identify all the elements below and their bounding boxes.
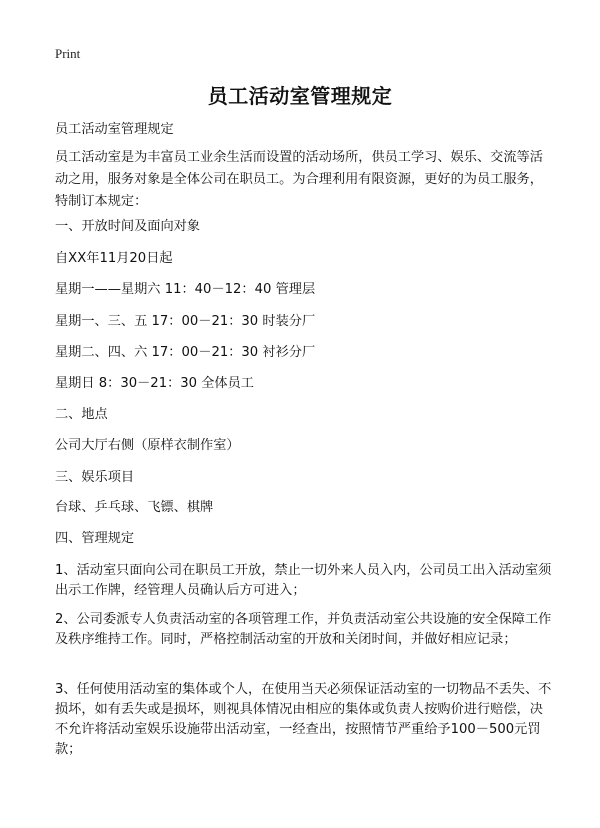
location-text: 公司大厅右侧（原样衣制作室）: [55, 438, 240, 453]
rule-item-3: 3、任何使用活动室的集体或个人，在使用当天必须保证活动室的一切物品不丢失、不损坏，如有丢失或是损坏，则视具体情况由相应的集体或负责人按购价进行赔偿，决不允许将活动室娱乐设施带出活动室，一经查出，按照情节严重给予100－500元罚款；: [55, 682, 552, 757]
section-heading-rules: 四、管理规定: [55, 531, 135, 546]
intro-paragraph: 员工活动室是为丰富员工业余生活而设置的活动场所，供员工学习、娱乐、交流等活动之用，服务对象是全体公司在职员工。为合理利用有限资源，更好的为员工服务，特制订本规定：: [55, 150, 543, 209]
print-link[interactable]: Print: [55, 46, 81, 61]
schedule-item-all-staff: 星期日 8：30－21：30 全体员工: [55, 376, 254, 391]
rule-item-1: 1、活动室只面向公司在职员工开放，禁止一切外来人员入内，公司员工出入活动室须出示工作牌，经管理人员确认后方可进入；: [55, 563, 552, 598]
document-subtitle: 员工活动室管理规定: [55, 122, 174, 137]
section-heading-activities: 三、娱乐项目: [55, 470, 135, 485]
document-title: 员工活动室管理规定: [207, 84, 393, 108]
schedule-item-shirt-factory: 星期二、四、六 17：00－21：30 衬衫分厂: [55, 345, 316, 360]
start-date: 自XX年11月20日起: [55, 251, 173, 266]
activities-text: 台球、乒乓球、飞镖、棋牌: [55, 500, 214, 515]
schedule-item-management: 星期一——星期六 11：40－12：40 管理层: [55, 282, 316, 297]
rule-item-2: 2、公司委派专人负责活动室的各项管理工作，并负责活动室公共设施的安全保障工作及秩序维持工作。同时，严格控制活动室的开放和关闭时间，并做好相应记录；: [55, 612, 552, 647]
schedule-item-fashion-factory: 星期一、三、五 17：00－21：30 时装分厂: [55, 314, 316, 329]
section-heading-location: 二、地点: [55, 407, 108, 422]
section-heading-opening-hours: 一、开放时间及面向对象: [55, 219, 201, 234]
